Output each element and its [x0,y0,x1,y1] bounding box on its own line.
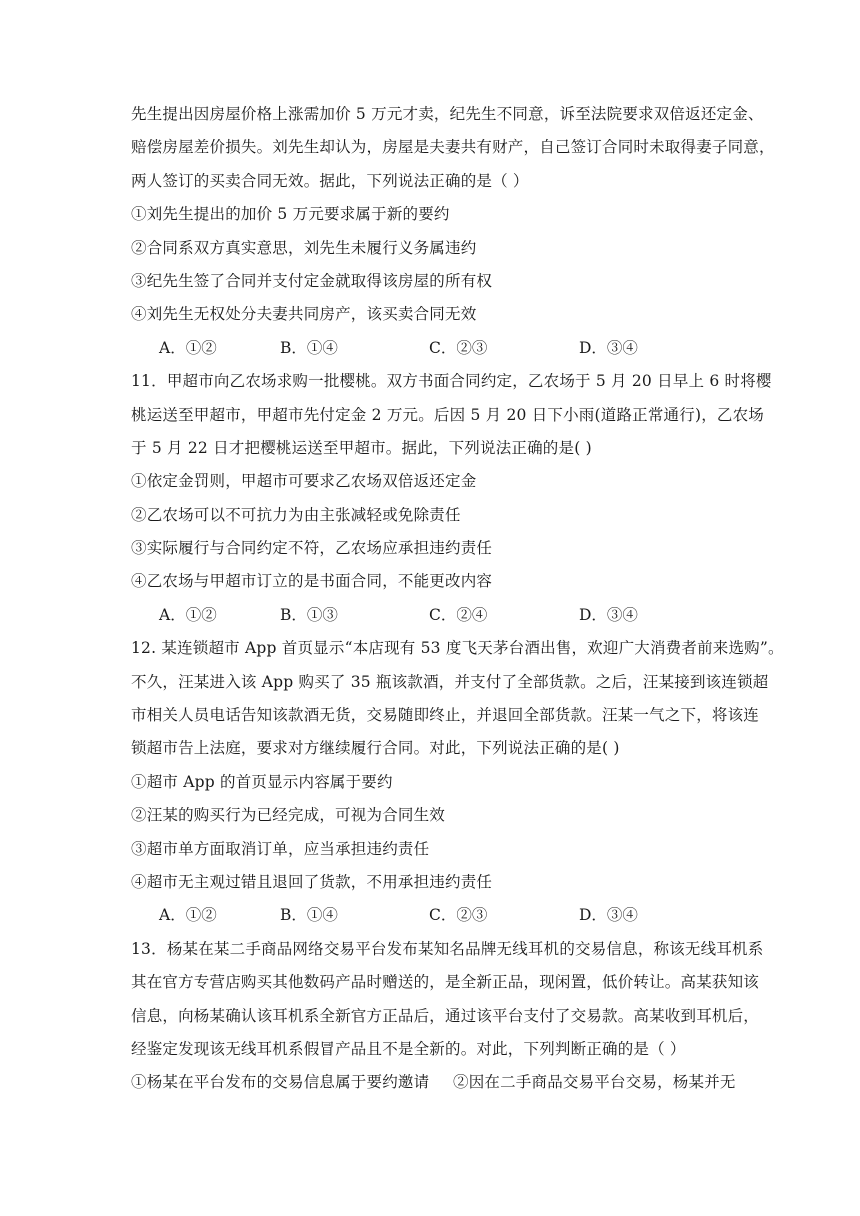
statement-4: ④刘先生无权处分夫妻共同房产，该买卖合同无效 [131,305,477,324]
statement-2: ②因在二手商品交易平台交易，杨某并无 [453,1073,736,1092]
option-a: A．①② [159,338,217,357]
question-stem-line: 赔偿房屋差价损失。刘先生却认为，房屋是夫妻共有财产，自己签订合同时未取得妻子同意， [131,138,775,157]
question-stem-line: 13．杨某在某二手商品网络交易平台发布某知名品牌无线耳机的交易信息，称该无线耳机系 [131,939,764,958]
statement-1: ①依定金罚则，甲超市可要求乙农场双倍返还定金 [131,472,477,491]
question-stem-line: 其在官方专营店购买其他数码产品时赠送的，是全新正品，现闲置，低价转让。高某获知该 [131,973,760,992]
exam-page [131,98,784,1100]
question-stem-line: 信息，向杨某确认该耳机系全新官方正品后，通过该平台支付了交易款。高某收到耳机后， [131,1006,760,1025]
option-c: C．②③ [429,906,488,925]
option-c: C．②④ [429,605,488,624]
option-b: B．①④ [280,906,338,925]
option-d: D．③④ [579,906,638,925]
option-b: B．①③ [280,605,338,624]
question-stem-line: 锁超市告上法庭，要求对方继续履行合同。对此，下列说法正确的是( ) [131,739,620,758]
statement-2: ②合同系双方真实意思，刘先生未履行义务属违约 [131,238,477,257]
statement-4: ④超市无主观过错且退回了货款，不用承担违约责任 [131,872,493,891]
statement-4: ④乙农场与甲超市订立的是书面合同，不能更改内容 [131,572,493,591]
question-stem-line: 桃运送至甲超市，甲超市先付定金 2 万元。后因 5 月 20 日下小雨(道路正常通行)，乙农场 [131,405,765,424]
statement-3: ③实际履行与合同约定不符，乙农场应承担违约责任 [131,539,493,558]
question-stem-line: 不久，汪某进入该 App 购买了 35 瓶该款酒，并支付了全部货款。之后，汪某接到该连锁超 [131,672,769,691]
answer-options [131,899,743,932]
statement-3: ③纪先生签了合同并支付定金就取得该房屋的所有权 [131,271,493,290]
question-stem-line: 先生提出因房屋价格上涨需加价 5 万元才卖，纪先生不同意，诉至法院要求双倍返还定金、 [131,105,764,123]
option-c: C．②③ [429,338,488,357]
statement-1: ①杨某在平台发布的交易信息属于要约邀请 [131,1073,430,1092]
question-11 [131,365,772,632]
statement-1: ①超市 App 的首页显示内容属于要约 [131,772,393,791]
question-stem-line: 11．甲超市向乙农场求购一批樱桃。双方书面合同约定，乙农场于 5 月 20 日早上 6 时将樱 [131,372,772,391]
statement-2: ②汪某的购买行为已经完成，可视为合同生效 [131,806,446,825]
statement-row [131,1066,743,1099]
question-stem-line: 12. 某连锁超市 App 首页显示“本店现有 53 度飞天茅台酒出售，欢迎广大消费者前来选购”。 [131,639,784,658]
statement-1: ①刘先生提出的加价 5 万元要求属于新的要约 [131,205,450,224]
option-d: D．③④ [579,338,638,357]
question-stem-line: 市相关人员电话告知该款酒无货，交易随即终止，并退回全部货款。汪某一气之下，将该连 [131,706,760,725]
option-a: A．①② [159,605,217,624]
option-d: D．③④ [579,605,638,624]
question-stem-line: 于 5 月 22 日才把樱桃运送至甲超市。据此，下列说法正确的是( ) [131,438,592,457]
statement-3: ③超市单方面取消订单，应当承担违约责任 [131,839,430,858]
question-stem-line: 两人签订的买卖合同无效。据此，下列说法正确的是（ ） [131,171,529,190]
answer-options [131,599,743,632]
question-stem-line: 经鉴定发现该无线耳机系假冒产品且不是全新的。对此，下列判断正确的是（ ） [131,1039,686,1058]
statement-2: ②乙农场可以不可抗力为由主张减轻或免除责任 [131,505,461,524]
question-13 [131,933,764,1100]
question-12 [131,632,784,933]
question-10 [131,98,775,365]
option-a: A．①② [159,906,217,925]
option-b: B．①④ [280,338,338,357]
answer-options [131,332,743,365]
